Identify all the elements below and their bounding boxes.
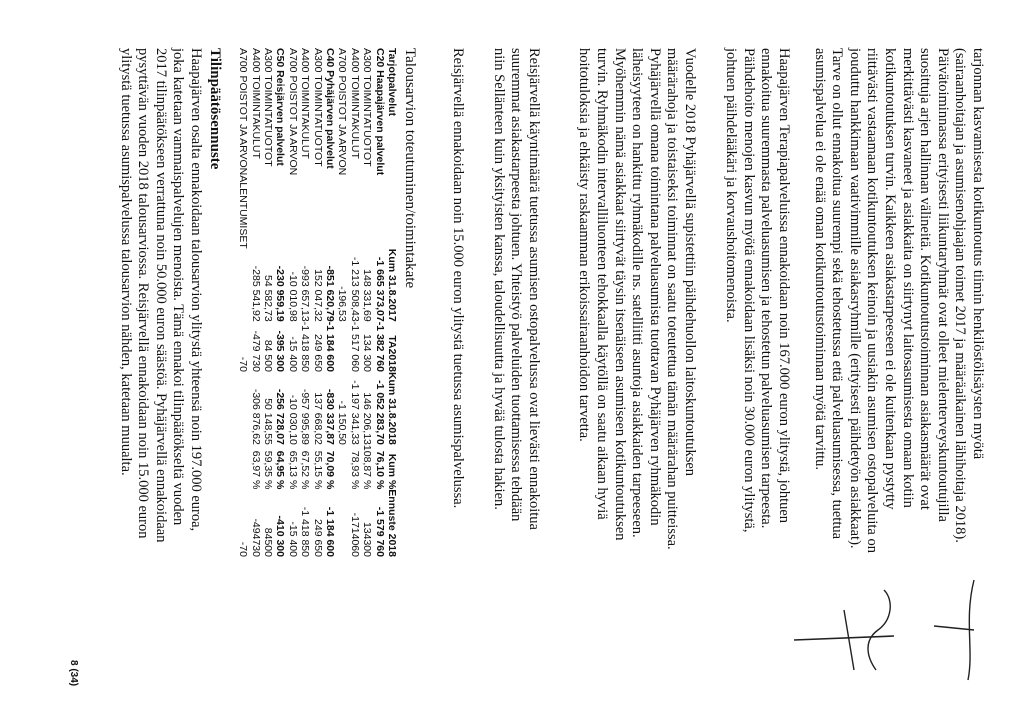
text-line: johtuen päihdelääkäri ja korvaushoitomenoista. xyxy=(723,48,740,323)
header-cell: Kum 31.8.2018 xyxy=(386,371,398,445)
text-line: asumispalvelua ei ole enää oman kotikuntoutustoiminnan myötä tarvittu. xyxy=(811,48,828,471)
text-line: suuremmat asiakastarpeesta johtuen. Yhteistyö palveluiden tuottamisessa tehdään xyxy=(508,48,525,522)
table-cell: A300 TOIMINTATUOTOT xyxy=(311,48,324,167)
table-cell: 84500 xyxy=(261,527,274,557)
table-cell: -70 xyxy=(237,356,250,372)
section-heading: Tilinpäätösennuste xyxy=(207,48,223,170)
table-row xyxy=(361,48,373,557)
text-line: Reisjärvellä käyntimäärä tuetussa asumisen ostopalvelussa ovat lievästi ennakoitua xyxy=(526,48,542,530)
text-line: jouduttu hankkimaan vaativimmille asiakasryhmille (erityisesti päihdetyön asiakkaat). xyxy=(846,48,863,549)
table-cell: 63,97 % xyxy=(249,450,262,490)
table-cell xyxy=(237,372,249,445)
table-cell: -1 418 850 xyxy=(299,321,312,372)
table-cell: -1 150,50 xyxy=(336,400,349,445)
text-line: joka katetaan vammaispalvelujen menoista. Tämä ennakoi tilinpäätökseltä vuoden xyxy=(170,48,187,526)
table-cell: -70 xyxy=(237,541,250,557)
table-cell: 65,13 % xyxy=(286,450,299,490)
table-row xyxy=(262,48,274,557)
table-cell: -851 620,79 xyxy=(323,265,336,322)
table-cell: -15 400 xyxy=(286,521,299,557)
table-cell: 67,52 % xyxy=(299,450,312,490)
table-cell: -256 728,07 xyxy=(274,388,287,445)
table-cell: -1 197 341,33 xyxy=(348,380,361,445)
table-cell: -196,53 xyxy=(336,286,349,322)
table-cell: -1 184 600 xyxy=(323,321,336,372)
table-cell: -1 052 283,70 xyxy=(373,380,386,445)
table-row xyxy=(237,48,249,557)
text-line: ennakoitua suuremmasta palveluasumisen ja tehostetun palveluasumisen tarpeesta. xyxy=(758,48,775,529)
header-cell: Tarjotpalvelut xyxy=(386,48,398,117)
table-cell: 249 650 xyxy=(311,333,324,372)
table-cell: A700 POISTOT JA ARVONALENTUMISET xyxy=(237,48,250,249)
table-cell: -1 418 850 xyxy=(299,506,312,557)
table-cell: -10 010,98 xyxy=(286,271,299,322)
paragraph-reisjarvi xyxy=(489,48,542,668)
table-cell: 59,35 % xyxy=(261,450,274,490)
table-cell: 249 650 xyxy=(311,519,324,557)
table-cell xyxy=(237,249,249,322)
table-cell xyxy=(336,322,348,372)
table-title: Talousarvion toteutuminen/toimintakate xyxy=(402,48,418,289)
table-row xyxy=(299,48,311,557)
text-line: niin Sellänteen kuin yksityisten kanssa, taloudellisuutta ja hyvää tulosta hakien. xyxy=(490,48,507,510)
text-line: kotikuntoutuksen turvin. Kaikkeen asiakastarpeeseen ei ole kuitenkaan pystytty xyxy=(882,48,899,510)
page-number: 8 (34) xyxy=(68,660,79,687)
table-cell: 148 331,69 xyxy=(361,269,374,322)
table-cell: 134 300 xyxy=(361,333,374,372)
table-cell: -494730 xyxy=(249,518,262,557)
table-row xyxy=(373,48,385,557)
text-line: suosittuja arjen hallinnan välineitä. Kotikuntoutustoiminnan asiakasmäärät ovat xyxy=(917,48,934,510)
text-line: Myöhemmin nämä asiakkaat siirtyvät täysin itsenäiseen asumiseen kotikuntoutuksen xyxy=(611,48,628,541)
table-row xyxy=(274,48,286,557)
table-cell: -10 030,10 xyxy=(286,394,299,445)
paragraph-reisjarvi-ylitys xyxy=(448,48,466,668)
text-line: Haapajärven osalta ennakoidaan talousarvion ylitystä yhteensä noin 197.000 euroa, xyxy=(188,48,204,532)
text-line: merkittävästi kasvaneet ja asiakkaita on siirtynyt laitosasumisesta omaan kotiin xyxy=(899,48,916,508)
table-cell: -15 400 xyxy=(286,336,299,372)
text-line: Päivätoiminnassa erityisesti liikuntaryhmät ovat olleet mielenterveyskuntoutujilla xyxy=(934,48,951,522)
text-line: hoitotuloksia ja ehkäisty raskaamman erikoissairaanhoidon tarvetta. xyxy=(576,48,593,442)
text-line: Päihdehoito menojen kasvun myötä ennakoidaan lisäksi noin 30.000 euron ylitystä, xyxy=(740,48,757,533)
table-row xyxy=(249,48,261,557)
text-line: pysyttävän vuoden 2018 talousarviossa. Reisjärvellä ennakoidaan noin 15.000 euron xyxy=(135,48,152,539)
table-cell: -830 337,87 xyxy=(323,388,336,445)
table-cell: -1 213 508,43 xyxy=(348,256,361,322)
table-cell: C50 Reisjärven palvelut xyxy=(274,48,287,166)
table-cell: -1714060 xyxy=(348,512,361,557)
budget-table xyxy=(237,48,398,557)
table-cell: 54 582,73 xyxy=(261,275,274,322)
text-line: Vuodelle 2018 Pyhäjärvellä supistettiin päihdehuollon laitoskuntoutuksen xyxy=(682,48,698,477)
table-cell: 84 500 xyxy=(261,339,274,372)
text-line: (sairaanhoitajan ja asumisenohjaajan toimet 2017 ja määräaikainen lähihoitaja 2018). xyxy=(952,48,969,543)
table-cell: -285 541,92 xyxy=(249,265,262,322)
table-row xyxy=(348,48,360,557)
table-cell: A700 POISTOT JA ARVON xyxy=(286,48,299,176)
text-line: Tarve on ollut ennakoitua suurempi sekä tehostetussa että palveluasumisessa, tuettua xyxy=(829,48,846,540)
table-cell: -479 730 xyxy=(249,330,262,372)
table-cell: 78,93 % xyxy=(348,450,361,490)
table-row xyxy=(286,48,298,557)
table-cell xyxy=(336,445,348,489)
table-cell: 134300 xyxy=(361,521,374,557)
table-cell: C20 Haapajärven palvelut xyxy=(373,48,386,176)
table-cell: -395 300 xyxy=(274,330,287,372)
table-cell: 64,95 % xyxy=(274,450,287,490)
header-cell: Kum % xyxy=(386,453,398,490)
text-line: Haapajärven Terapiapalveluissa ennakoidaan noin 167.000 euron ylitystä, johtuen xyxy=(776,48,792,524)
header-cell: Kum 31.8.2017 xyxy=(386,248,398,322)
text-line: määrärahoja ja toistaiseksi toiminnat on saatu toteutettua tämän määrärahan puitteissa. xyxy=(664,48,681,550)
table-cell: -1 517 060 xyxy=(348,321,361,372)
text-line: tarjonnan kasvamisesta kotikuntoutus tiimin henkilöstölisäysten myötä xyxy=(970,48,986,460)
table-cell: -1 579 760 xyxy=(373,506,386,557)
text-line: riittävästi vastaamaan kotikuntoutuksen keinoin ja uusiakin asumisen ostopalveluita on xyxy=(864,48,881,553)
header-cell: Ennuste 2018 xyxy=(386,489,398,557)
table-row xyxy=(311,48,323,557)
table-cell: 55,15 % xyxy=(311,450,324,490)
text-line: turvin. Ryhmäkodin intervalliluonteen tehokkaalla käytöllä on saatu aikaan hyviä xyxy=(594,48,611,520)
text-line: läheisyyteen on hankittu ryhmäkodille ns. satelliitti asuntoja asiakkaiden tarpeeseen. xyxy=(629,48,646,538)
table-cell: 70,09 % xyxy=(323,450,336,490)
table-cell: -993 657,13 xyxy=(299,265,312,322)
table-cell: -230 959,19 xyxy=(274,265,287,322)
text-line: ylitystä tuetussa asumispalvelussa talousarvion nähden, katetaan muualta. xyxy=(117,48,134,476)
table-cell xyxy=(237,445,249,489)
handwritten-signature xyxy=(744,560,1004,700)
table-cell: 137 668,02 xyxy=(311,392,324,445)
paragraph-pyhajarvi xyxy=(575,48,698,668)
table-cell xyxy=(336,489,348,557)
table-cell: 146 206,13 xyxy=(361,392,374,445)
paragraph-tilinpaatosennuste xyxy=(116,48,204,668)
text-line: Pyhäjärvellä omana toimintana palveluasumista tuottavan Pyhäjärven ryhmäkodin xyxy=(646,48,663,526)
table-cell: -306 876,62 xyxy=(249,388,262,445)
text-line: Reisjärvellä ennakoidaan noin 15.000 euron ylitystä tuetussa asumispalvelussa. xyxy=(450,48,466,509)
table-cell: A400 TOIMINTAKULUT xyxy=(249,48,262,159)
table-cell: A300 TOIMINTATUOTOT xyxy=(361,48,374,167)
table-cell: 152 047,32 xyxy=(311,269,324,322)
table-cell: 50 148,55 xyxy=(261,398,274,445)
table-header-row xyxy=(386,48,398,557)
table-cell: A400 TOIMINTAKULUT xyxy=(299,48,312,159)
table-cell: A400 TOIMINTAKULUT xyxy=(348,48,361,159)
text-line: 2017 tilinpäätökseen verrattuna noin 50.000 euron säästöä. Pyhäjärvellä ennakoidaan xyxy=(152,48,169,543)
table-cell: 108,87 % xyxy=(361,444,374,490)
header-cell: TA2018 xyxy=(386,335,398,372)
table-row xyxy=(336,48,348,557)
table-cell: -1 382 760 xyxy=(373,321,386,372)
table-cell: C40 Pyhäjärven palvelut xyxy=(323,48,336,169)
table-cell: -410 300 xyxy=(274,515,287,557)
table-cell: A700 POISTOT JA ARVON xyxy=(336,48,349,176)
table-cell: 76,10 % xyxy=(373,450,386,490)
table-cell: -1 184 600 xyxy=(323,506,336,557)
table-row xyxy=(324,48,336,557)
table-cell: -957 995,89 xyxy=(299,388,312,445)
table-cell: A300 TOIMINTATUOTOT xyxy=(261,48,274,167)
table-cell: -1 665 373,07 xyxy=(373,256,386,322)
